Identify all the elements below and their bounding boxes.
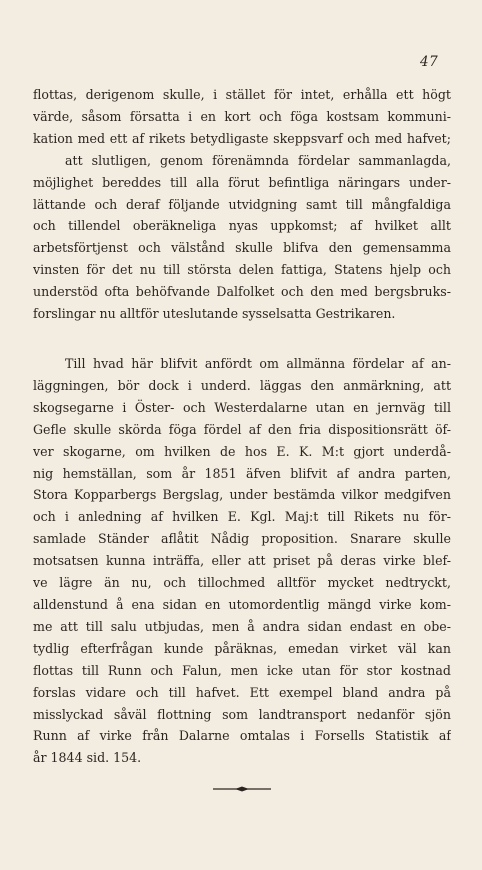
paragraph-line: läggningen, bör dock i underd. läggas den anmärkning, att	[33, 377, 451, 393]
paragraph-line: vinsten för det nu till största delen fattiga, Statens hjelp och	[33, 262, 451, 278]
paragraph-line: Stora Kopparbergs Bergslag, under bestämda vilkor medgifven	[33, 487, 451, 503]
paragraph-line: flottas till Runn och Falun, men icke utan för stor kostnad	[33, 662, 451, 678]
paragraph-line: misslyckad såväl flottning som landtransport nedanför sjön	[33, 706, 451, 722]
paragraph-line: samlade Ständer aflåtit Nådig proposition. Snarare skulle	[33, 531, 451, 547]
paragraph-line: alldenstund å ena sidan en utomordentlig mängd virke kom-	[33, 596, 451, 612]
paragraph-2	[33, 353, 451, 769]
paragraph-line: me att till salu utbjudas, men å andra sidan endast en obe-	[33, 618, 451, 634]
paragraph-line: understöd ofta behöfvande Dalfolket och den med bergsbruks-	[33, 284, 451, 300]
paragraph-line: arbetsförtjenst och välstånd skulle blifva den gemensamma	[33, 240, 451, 256]
paragraph-line: och tillendel oberäkneliga nyas uppkomst; af hvilket allt	[33, 218, 451, 234]
paragraph-line: flottas, derigenom skulle, i stället för intet, erhålla ett högt	[33, 87, 451, 102]
paragraph-line: år 1844 sid. 154.	[33, 750, 142, 766]
paragraph-line: Runn af virke från Dalarne omtalas i Forsells Statistik af	[33, 728, 451, 744]
paragraph-line: nig hemställan, som år 1851 äfven blifvit af andra parten,	[33, 465, 451, 481]
paragraph-line: tydlig efterfrågan kunde påräknas, emedan virket väl kan	[33, 640, 451, 656]
paragraph-line: möjlighet bereddes till alla förut befintliga näringars under-	[33, 174, 451, 190]
paragraph-line: och i anledning af hvilken E. Kgl. Maj:t till Rikets nu för-	[33, 509, 451, 525]
paragraph-line: värde, såsom försatta i en kort och föga kostsam kommuni-	[33, 108, 451, 124]
ornamental-rule	[213, 786, 271, 792]
paragraph-line: motsatsen kunna inträffa, eller att priset på deras virke blef-	[33, 553, 451, 569]
paragraph-line: att slutligen, genom förenämnda fördelar sammanlagda,	[65, 152, 451, 168]
paragraph-line: Till hvad här blifvit anfördt om allmänna fördelar af an-	[65, 356, 451, 371]
paragraph-line: ver skogarne, om hvilken de hos E. K. M:t gjort underdå-	[33, 443, 451, 459]
page-number: 47	[420, 54, 439, 70]
paragraph-line: ve lägre än nu, och tillochmed alltför mycket nedtryckt,	[33, 575, 451, 591]
paragraph-line: Gefle skulle skörda föga fördel af den fria dispositionsrätt öf-	[33, 421, 451, 437]
paragraph-line: kation med ett af rikets betydligaste skeppsvarf och med hafvet;	[33, 130, 451, 146]
paragraph-line: forslas vidare och till hafvet. Ett exempel bland andra på	[33, 684, 451, 700]
paragraph-line: skogsegarne i Öster- och Westerdalarne utan en jernväg till	[33, 399, 451, 415]
paragraph-line: lättande och deraf följande utvidgning samt till mångfaldiga	[33, 196, 451, 212]
paragraph-line: forslingar nu alltför uteslutande sysselsatta Gestrikaren.	[33, 306, 396, 322]
paragraph-1	[33, 84, 451, 325]
